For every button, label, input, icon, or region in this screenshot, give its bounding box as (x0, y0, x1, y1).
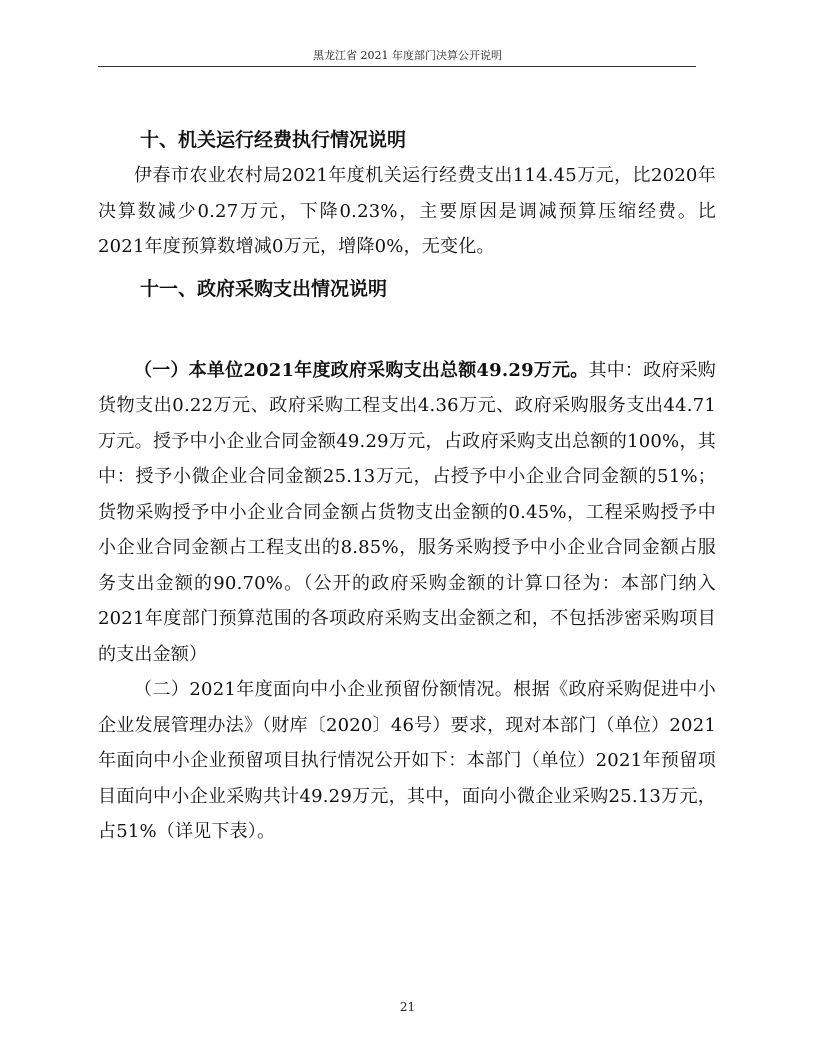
running-header: 黑龙江省 2021 年度部门决算公开说明 (313, 49, 502, 62)
header-rule (98, 66, 696, 67)
section-11-heading: 十一、政府采购支出情况说明 (140, 277, 388, 300)
page-number: 21 (399, 1000, 416, 1014)
section-11-paragraph-1-body: 其中：政府采购货物支出0.22万元、政府采购工程支出4.36万元、政府采购服务支出44.71万元。授予中小企业合同金额49.29万元，占政府采购支出总额的100%，其中：授予小微企业合同金额25.13万元，占授予中小企业合同金额的51%；货物采购授予中小企业合同金额占货物支出金额的0.45%，工程采购授予中小企业合同金额占工程支出的8.85%，服务采购授予中小企业合同金额占服务支出金额的90.70%。（公开的政府采购金额的计算口径为：本部门纳入2021年度部门预算范围的各项政府采购支出金额之和，不包括涉密采购项目的支出金额） (98, 359, 717, 665)
page-content (98, 118, 716, 850)
section-10-paragraph: 伊春市农业农村局2021年度机关运行经费支出114.45万元，比2020年决算数减少0.27万元，下降0.23%，主要原因是调减预算压缩经费。比2021年度预算数增减0万元，增降0%，无变化。 (98, 165, 716, 257)
section-11-paragraph-2: （二）2021年度面向中小企业预留份额情况。根据《政府采购促进中小企业发展管理办法》（财库〔2020〕46号）要求，现对本部门（单位）2021年面向中小企业预留项目执行情况公开如下：本部门（单位）2021年预留项目面向中小企业采购共计49.29万元，其中，面向小微企业采购25.13万元，占51%（详见下表）。 (98, 679, 716, 842)
section-10-heading: 十、机关运行经费执行情况说明 (140, 129, 407, 151)
section-11-paragraph-1 (98, 353, 716, 673)
section-11-paragraph-1-lead: （一）本单位2021年度政府采购支出总额49.29万元。 (134, 359, 589, 381)
